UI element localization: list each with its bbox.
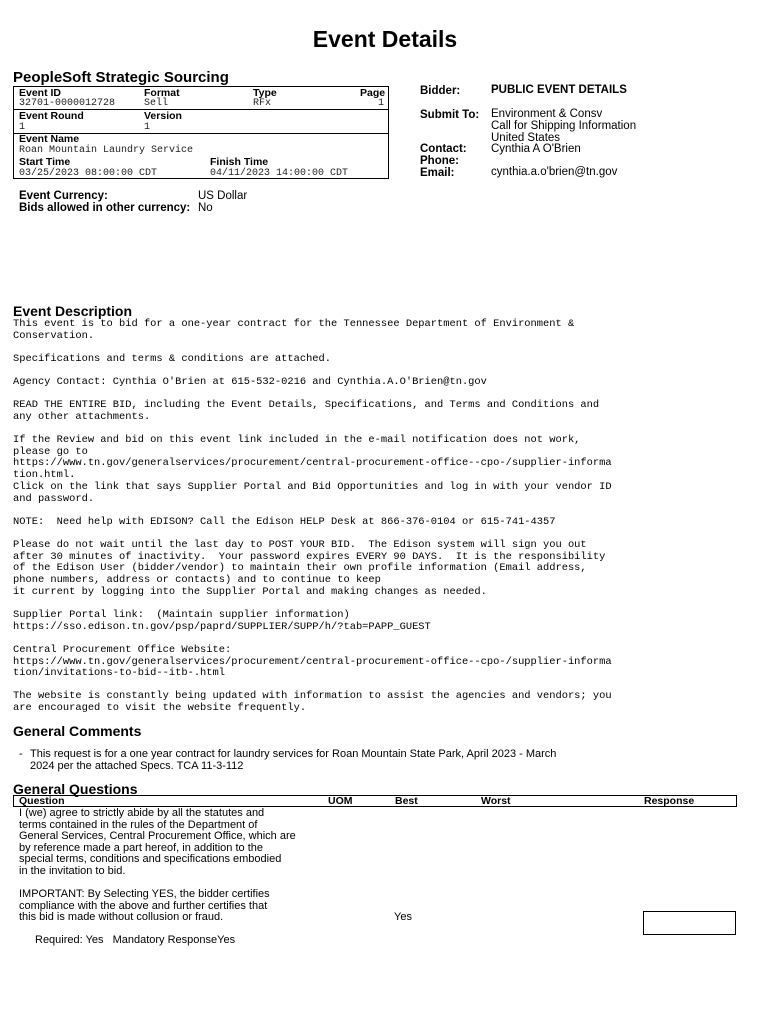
description-paragraph: NOTE: Need help with EDISON? Call the Edison HELP Desk at 866-376-0104 or 615-741-4357	[13, 516, 556, 528]
email-label: Email:	[420, 166, 455, 179]
other-currency-value: No	[198, 202, 213, 214]
event-id-value: 32701-0000012728	[19, 98, 116, 109]
submit-line: United States	[491, 131, 561, 144]
response-input[interactable]	[643, 911, 736, 935]
column-best: Best	[395, 795, 418, 807]
required-label: Required:	[35, 934, 83, 946]
submit-to-label: Submit To:	[420, 109, 480, 121]
currency-label: Event Currency:	[19, 190, 108, 202]
event-round-label: Event Round	[19, 110, 84, 122]
submit-line: Environment & Consv	[491, 108, 603, 120]
page-value: 1	[378, 98, 385, 109]
column-uom: UOM	[328, 795, 353, 807]
currency-value: US Dollar	[198, 190, 248, 202]
type-label: Type	[253, 87, 277, 99]
format-value: Sell	[144, 98, 169, 109]
page-label: Page	[360, 87, 386, 99]
mandatory-label: Mandatory Response	[112, 934, 218, 946]
contact-label: Contact:	[420, 143, 467, 155]
required-line	[35, 935, 235, 947]
comment-text: This request is for a one year contract for laundry services for Roan Mountain State Park, April 2023 - March 2024 per the attached Specs. TCA 11-3-112	[30, 748, 557, 772]
question-text: I (we) agree to strictly abide by all the statutes and terms contained in the rules of the Department of General Services, Central Procurement Office, which are by reference made a part hereof, in addition to the special terms, conditions and specifications embodied in the invitation to bid. IMPORTANT: By Selecting YES, the bidder certifies compliance with the above and further certifies that this bid is made without collusion or fraud.	[19, 807, 296, 924]
contact-labels	[420, 144, 467, 179]
contact-name: Cynthia A O'Brien	[491, 143, 581, 156]
version-value: 1	[144, 122, 151, 133]
required-value: Yes	[85, 934, 104, 946]
format-label: Format	[144, 87, 180, 99]
finish-time-value: 04/11/2023 14:00:00 CDT	[210, 168, 349, 179]
column-worst: Worst	[481, 795, 511, 807]
comment-bullet: -	[19, 748, 23, 760]
description-paragraph: Agency Contact: Cynthia O'Brien at 615-532-0216 and Cynthia.A.O'Brien@tn.gov	[13, 376, 487, 388]
bidder-value: PUBLIC EVENT DETAILS	[491, 84, 627, 96]
bidder-label: Bidder:	[420, 85, 461, 97]
general-questions-heading: General Questions	[13, 781, 138, 797]
description-paragraph: If the Review and bid on this event link included in the e-mail notification does not work, please go to https://www.tn.gov/generalservices/procurement/central-procurement-office--cpo-/supplier-informa tion.html. Click on the link that says Supplier Portal and Bid Opportunities and log in with your vendor ID and password.	[13, 434, 612, 505]
mandatory-value: Yes	[217, 934, 236, 946]
description-paragraph: Supplier Portal link: (Maintain supplier information) https://sso.edison.tn.gov/psp/paprd/SUPPLIER/SUPP/h/?tab=PAPP_GUEST	[13, 609, 431, 633]
best-value: Yes	[394, 911, 412, 923]
general-comments-heading: General Comments	[13, 723, 142, 739]
description-paragraph: This event is to bid for a one-year contract for the Tennessee Department of Environment & Conservation.	[13, 318, 575, 342]
start-time-label: Start Time	[19, 156, 71, 168]
page-title: Event Details	[312, 26, 458, 52]
phone-label: Phone:	[420, 154, 459, 167]
submit-to-block	[491, 109, 636, 156]
org-title: PeopleSoft Strategic Sourcing	[13, 69, 229, 86]
version-label: Version	[144, 110, 182, 122]
description-paragraph: The website is constantly being updated with information to assist the agencies and vendors; you are encouraged to visit the website frequently.	[13, 690, 612, 714]
event-description-heading: Event Description	[13, 303, 133, 319]
submit-line: Call for Shipping Information	[491, 119, 637, 132]
email-value[interactable]: cynthia.a.o'brien@tn.gov	[491, 166, 618, 178]
event-id-label: Event ID	[19, 87, 62, 99]
finish-time-label: Finish Time	[210, 156, 269, 168]
other-currency-label: Bids allowed in other currency:	[19, 202, 191, 214]
event-info-box	[13, 86, 389, 179]
start-time-value: 03/25/2023 08:00:00 CDT	[19, 168, 158, 179]
type-value: RFx	[253, 98, 272, 109]
column-question: Question	[19, 795, 65, 807]
event-round-value: 1	[19, 122, 26, 133]
description-paragraph: Please do not wait until the last day to POST YOUR BID. The Edison system will sign you out after 30 minutes of inactivity. Your password expires EVERY 90 DAYS. It is the responsibility of the Edison User (bidder/vendor) to maintain their own profile information (Email address, phone numbers, address or contacts) and to continue to keep it current by logging into the Supplier Portal and making changes as needed.	[13, 539, 606, 598]
column-response: Response	[644, 795, 695, 807]
event-name-value: Roan Mountain Laundry Service	[19, 145, 194, 156]
questions-header-row	[13, 795, 737, 807]
event-name-label: Event Name	[19, 133, 80, 145]
description-paragraph: READ THE ENTIRE BID, including the Event Details, Specifications, and Terms and Conditions and any other attachments.	[13, 399, 600, 423]
description-paragraph: Central Procurement Office Website: https://www.tn.gov/generalservices/procurement/central-procurement-office--cpo-/supplier-informa tion/invitations-to-bid--itb-.html	[13, 644, 612, 680]
description-paragraph: Specifications and terms & conditions are attached.	[13, 353, 332, 365]
